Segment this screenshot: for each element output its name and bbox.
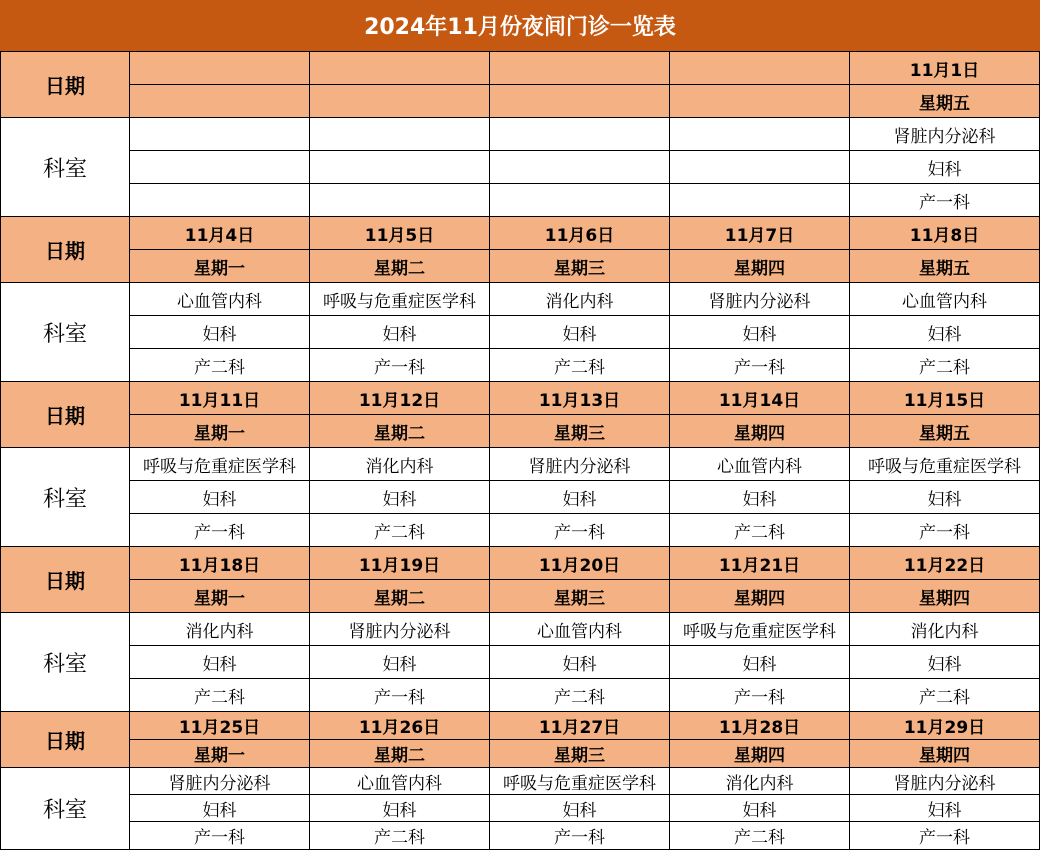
department-cell: 妇科 — [850, 646, 1040, 679]
date-cell: 11月1日 — [850, 52, 1040, 85]
date-cell — [670, 52, 850, 85]
date-cell — [130, 52, 310, 85]
department-cell — [310, 184, 490, 217]
weekday-cell: 星期四 — [850, 580, 1040, 613]
weekday-cell: 星期一 — [130, 740, 310, 768]
department-cell: 产一科 — [130, 514, 310, 547]
weekday-cell — [130, 85, 310, 118]
department-cell: 妇科 — [850, 795, 1040, 822]
weekday-cell: 星期二 — [310, 740, 490, 768]
weekday-cell: 星期二 — [310, 250, 490, 283]
weekday-cell: 星期五 — [850, 85, 1040, 118]
date-cell: 11月7日 — [670, 217, 850, 250]
department-cell: 产二科 — [490, 349, 670, 382]
date-cell: 11月5日 — [310, 217, 490, 250]
department-cell: 呼吸与危重症医学科 — [670, 613, 850, 646]
weekday-cell: 星期三 — [490, 415, 670, 448]
dept-row-label: 科室 — [0, 118, 130, 217]
date-cell: 11月11日 — [130, 382, 310, 415]
department-cell: 心血管内科 — [310, 768, 490, 795]
department-cell: 妇科 — [130, 316, 310, 349]
weekday-cell: 星期一 — [130, 580, 310, 613]
weekday-cell: 星期二 — [310, 580, 490, 613]
department-cell — [310, 118, 490, 151]
date-cell: 11月4日 — [130, 217, 310, 250]
department-cell: 肾脏内分泌科 — [850, 118, 1040, 151]
date-cell: 11月28日 — [670, 712, 850, 740]
weekday-cell: 星期四 — [670, 580, 850, 613]
date-cell: 11月26日 — [310, 712, 490, 740]
department-cell — [670, 151, 850, 184]
department-cell: 产二科 — [310, 822, 490, 850]
department-cell: 产二科 — [490, 679, 670, 712]
weekday-cell: 星期三 — [490, 580, 670, 613]
department-cell: 肾脏内分泌科 — [130, 768, 310, 795]
date-row-label: 日期 — [0, 52, 130, 118]
department-cell: 心血管内科 — [850, 283, 1040, 316]
weekday-cell: 星期三 — [490, 250, 670, 283]
department-cell: 妇科 — [490, 795, 670, 822]
date-cell: 11月25日 — [130, 712, 310, 740]
department-cell: 妇科 — [670, 646, 850, 679]
department-cell: 妇科 — [850, 481, 1040, 514]
department-cell: 消化内科 — [850, 613, 1040, 646]
date-cell: 11月20日 — [490, 547, 670, 580]
department-cell: 妇科 — [490, 646, 670, 679]
department-cell: 肾脏内分泌科 — [670, 283, 850, 316]
department-cell: 产一科 — [670, 679, 850, 712]
date-cell: 11月6日 — [490, 217, 670, 250]
department-cell: 产一科 — [670, 349, 850, 382]
dept-row-label: 科室 — [0, 768, 130, 850]
department-cell: 产一科 — [850, 514, 1040, 547]
department-cell: 呼吸与危重症医学科 — [130, 448, 310, 481]
department-cell: 产二科 — [670, 822, 850, 850]
department-cell: 妇科 — [130, 795, 310, 822]
date-cell: 11月15日 — [850, 382, 1040, 415]
department-cell: 产二科 — [310, 514, 490, 547]
department-cell: 心血管内科 — [670, 448, 850, 481]
date-cell: 11月22日 — [850, 547, 1040, 580]
department-cell: 产二科 — [850, 349, 1040, 382]
department-cell: 呼吸与危重症医学科 — [310, 283, 490, 316]
date-cell: 11月19日 — [310, 547, 490, 580]
department-cell — [490, 184, 670, 217]
sheet-title: 2024年11月份夜间门诊一览表 — [0, 0, 1040, 52]
department-cell: 妇科 — [670, 316, 850, 349]
department-cell: 妇科 — [850, 316, 1040, 349]
department-cell: 产二科 — [670, 514, 850, 547]
department-cell: 肾脏内分泌科 — [490, 448, 670, 481]
department-cell: 产二科 — [850, 679, 1040, 712]
department-cell: 妇科 — [670, 795, 850, 822]
department-cell: 妇科 — [130, 481, 310, 514]
department-cell: 产一科 — [130, 822, 310, 850]
department-cell: 消化内科 — [310, 448, 490, 481]
date-row-label: 日期 — [0, 382, 130, 448]
date-cell: 11月12日 — [310, 382, 490, 415]
weekday-cell — [310, 85, 490, 118]
department-cell: 呼吸与危重症医学科 — [850, 448, 1040, 481]
department-cell: 心血管内科 — [490, 613, 670, 646]
date-row-label: 日期 — [0, 217, 130, 283]
date-row-label: 日期 — [0, 547, 130, 613]
dept-row-label: 科室 — [0, 613, 130, 712]
department-cell — [130, 184, 310, 217]
department-cell: 妇科 — [310, 481, 490, 514]
dept-row-label: 科室 — [0, 448, 130, 547]
department-cell: 妇科 — [490, 481, 670, 514]
department-cell: 妇科 — [130, 646, 310, 679]
weekday-cell — [490, 85, 670, 118]
department-cell: 肾脏内分泌科 — [310, 613, 490, 646]
department-cell: 妇科 — [490, 316, 670, 349]
date-cell: 11月27日 — [490, 712, 670, 740]
department-cell: 呼吸与危重症医学科 — [490, 768, 670, 795]
department-cell: 妇科 — [310, 316, 490, 349]
department-cell: 消化内科 — [130, 613, 310, 646]
weekday-cell: 星期四 — [670, 740, 850, 768]
department-cell: 消化内科 — [670, 768, 850, 795]
weekday-cell: 星期四 — [670, 250, 850, 283]
weekday-cell: 星期五 — [850, 250, 1040, 283]
department-cell: 妇科 — [310, 646, 490, 679]
department-cell: 产二科 — [130, 349, 310, 382]
weekday-cell: 星期一 — [130, 250, 310, 283]
department-cell — [670, 184, 850, 217]
weekday-cell: 星期二 — [310, 415, 490, 448]
department-cell — [130, 118, 310, 151]
weekday-cell: 星期三 — [490, 740, 670, 768]
date-cell — [310, 52, 490, 85]
date-cell: 11月13日 — [490, 382, 670, 415]
weekday-cell — [670, 85, 850, 118]
date-cell: 11月14日 — [670, 382, 850, 415]
weekday-cell: 星期五 — [850, 415, 1040, 448]
department-cell: 产一科 — [310, 349, 490, 382]
date-cell — [490, 52, 670, 85]
weekday-cell: 星期四 — [850, 740, 1040, 768]
department-cell: 产一科 — [490, 514, 670, 547]
department-cell: 心血管内科 — [130, 283, 310, 316]
department-cell: 产一科 — [850, 184, 1040, 217]
department-cell: 妇科 — [670, 481, 850, 514]
weekday-cell: 星期四 — [670, 415, 850, 448]
department-cell — [130, 151, 310, 184]
date-cell: 11月21日 — [670, 547, 850, 580]
department-cell: 妇科 — [310, 795, 490, 822]
date-cell: 11月8日 — [850, 217, 1040, 250]
date-cell: 11月18日 — [130, 547, 310, 580]
department-cell — [490, 151, 670, 184]
department-cell: 产一科 — [310, 679, 490, 712]
dept-row-label: 科室 — [0, 283, 130, 382]
department-cell — [670, 118, 850, 151]
department-cell: 消化内科 — [490, 283, 670, 316]
date-cell: 11月29日 — [850, 712, 1040, 740]
department-cell: 产一科 — [490, 822, 670, 850]
weekday-cell: 星期一 — [130, 415, 310, 448]
department-cell — [490, 118, 670, 151]
department-cell: 产二科 — [130, 679, 310, 712]
department-cell: 妇科 — [850, 151, 1040, 184]
date-row-label: 日期 — [0, 712, 130, 768]
department-cell: 肾脏内分泌科 — [850, 768, 1040, 795]
department-cell — [310, 151, 490, 184]
department-cell: 产一科 — [850, 822, 1040, 850]
